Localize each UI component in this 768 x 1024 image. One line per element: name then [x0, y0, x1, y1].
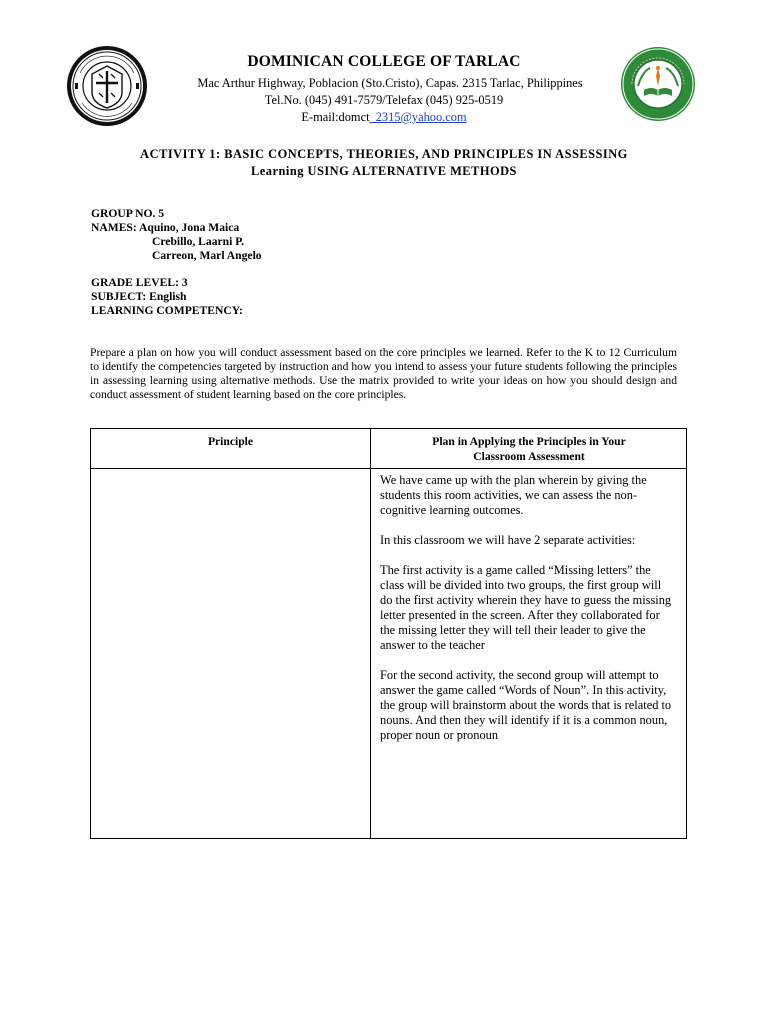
member-name: Crebillo, Laarni P. [152, 235, 245, 248]
activity-title-line2: Learning USING ALTERNATIVE METHODS [251, 164, 517, 178]
column-divider [370, 429, 371, 838]
grade-level: GRADE LEVEL: 3 [91, 276, 188, 289]
email-prefix: E-mail:domct [301, 110, 370, 124]
learning-competency: LEARNING COMPETENCY: [91, 304, 243, 317]
subject: SUBJECT: English [91, 290, 187, 303]
member-name: Carreon, Marl Angelo [152, 249, 262, 262]
activity-title-line1: ACTIVITY 1: BASIC CONCEPTS, THEORIES, AND PRINCIPLES IN ASSESSING [140, 147, 628, 161]
college-telephone: Tel.No. (045) 491-7579/Telefax (045) 925-0519 [264, 93, 504, 107]
college-name: DOMINICAN COLLEGE OF TARLAC [247, 53, 521, 70]
plan-header-line2: Classroom Assessment [473, 450, 585, 463]
email-link[interactable]: _2315@yahoo.com [369, 110, 467, 124]
names-row [91, 221, 262, 235]
plan-paragraph: In this classroom we will have 2 separate activities: [380, 533, 636, 547]
plan-column-header [371, 434, 687, 464]
member-name: Aquino, Jona Maica [139, 221, 240, 234]
plan-paragraph: For the second activity, the second group will attempt to answer the game called “Words of Noun”. In this activity, the group will brainstorm about the words that is related to nouns. And then they will identify if it is a common noun, proper noun or pronoun [380, 668, 672, 742]
plan-header-line1: Plan in Applying the Principles in Your [432, 435, 626, 448]
plan-cell [380, 473, 676, 758]
group-number: GROUP NO. 5 [91, 207, 165, 220]
names-label: NAMES: [91, 221, 137, 234]
assessment-matrix-table [90, 428, 687, 839]
instructions-paragraph: Prepare a plan on how you will conduct assessment based on the core principles we learned. Refer to the K to 12 Curriculum to identify the competencies targeted by instruction and how you intend to assess your future students following the principles in assessing learning using alternative methods. Use the matrix provided to write your ideas on how you should design and conduct assessment of student learning based on the core principles. [90, 346, 677, 401]
plan-paragraph: We have came up with the plan wherein by giving the students this room activities, we can assess the non-cognitive learning outcomes. [380, 473, 647, 517]
college-email [0, 110, 768, 125]
principle-column-header: Principle [207, 435, 254, 448]
plan-paragraph: The first activity is a game called “Missing letters” the class will be divided into two groups, the first group will do the first activity wherein they have to guess the missing letter presented in the screen. After they collaborated for the missing letter they will tell their leader to give the answer to the teacher [380, 563, 672, 652]
course-info [91, 276, 243, 318]
group-info [91, 207, 262, 263]
header-divider [91, 468, 686, 469]
activity-title [96, 146, 672, 180]
college-address: Mac Arthur Highway, Poblacion (Sto.Cristo), Capas. 2315 Tarlac, Philippines [197, 76, 583, 90]
